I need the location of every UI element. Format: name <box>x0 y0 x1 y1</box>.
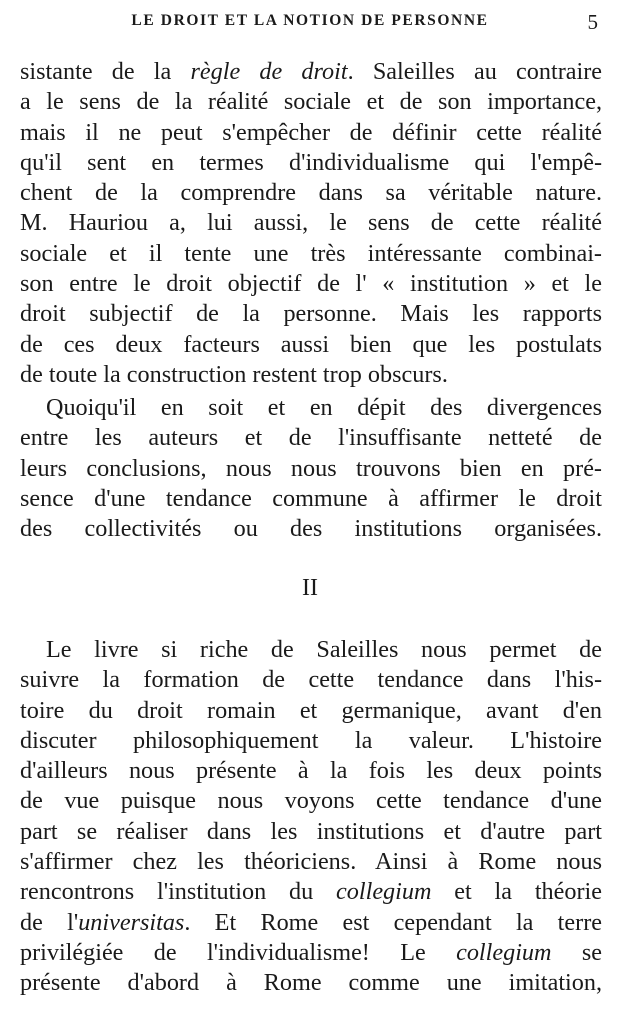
running-title: LE DROIT ET LA NOTION DE PERSONNE <box>131 12 489 29</box>
text-line: rencontrons l'institution du collegium et la théorie <box>20 878 602 906</box>
text-line: son entre le droit objectif de l' « institution » et le <box>20 270 602 298</box>
text-line: mais il ne peut s'empêcher de définir cette réalité <box>20 118 602 146</box>
text-line: de vue puisque nous voyons cette tendance d'une <box>20 787 602 815</box>
text-line: a le sens de la réalité sociale et de son importance, <box>20 88 602 116</box>
section-number: II <box>302 575 318 601</box>
text-line: discuter philosophiquement la valeur. L'histoire <box>20 726 602 754</box>
text-line: Le livre si riche de Saleilles nous permet de <box>46 636 602 663</box>
page-number: 5 <box>587 10 598 34</box>
text-line: sociale et il tente une très intéressante combinai- <box>20 239 602 267</box>
text-line: leurs conclusions, nous nous trouvons bien en pré- <box>20 454 602 482</box>
text-line: Quoiqu'il en soit et en dépit des divergences <box>46 394 602 421</box>
text-line: toire du droit romain et germanique, avant d'en <box>20 696 602 724</box>
paragraph-2 <box>20 393 602 544</box>
text-line: s'affirmer chez les théoriciens. Ainsi à Rome nous <box>20 848 602 876</box>
paragraph-3 <box>20 635 602 999</box>
text-line: des collectivités ou des institutions organisées. <box>20 515 602 543</box>
text-line: qu'il sent en termes d'individualisme qui l'empê- <box>20 148 602 176</box>
text-line: présente d'abord à Rome comme une imitation, <box>20 969 602 997</box>
text-line: part se réaliser dans les institutions et d'autre part <box>20 817 602 845</box>
text-line: sistante de la règle de droit. Saleilles au contraire <box>20 58 603 85</box>
text-line: de ces deux facteurs aussi bien que les postulats <box>20 330 602 358</box>
text-line: M. Hauriou a, lui aussi, le sens de cette réalité <box>20 209 602 237</box>
text-line: chent de la comprendre dans sa véritable nature. <box>20 179 602 207</box>
text-line: privilégiée de l'individualisme! Le collegium se <box>20 938 602 966</box>
paragraph-1 <box>20 57 602 390</box>
text-line: de l'universitas. Et Rome est cependant la terre <box>20 908 602 936</box>
text-line: de toute la construction restent trop obscurs. <box>20 360 448 388</box>
text-line: suivre la formation de cette tendance dans l'his- <box>20 666 602 694</box>
text-line: droit subjectif de la personne. Mais les rapports <box>20 300 602 328</box>
text-line: d'ailleurs nous présente à la fois les deux points <box>20 757 602 785</box>
text-line: sence d'une tendance commune à affirmer le droit <box>20 484 602 512</box>
running-head <box>0 10 620 34</box>
text-line: entre les auteurs et de l'insuffisante netteté de <box>20 424 602 452</box>
